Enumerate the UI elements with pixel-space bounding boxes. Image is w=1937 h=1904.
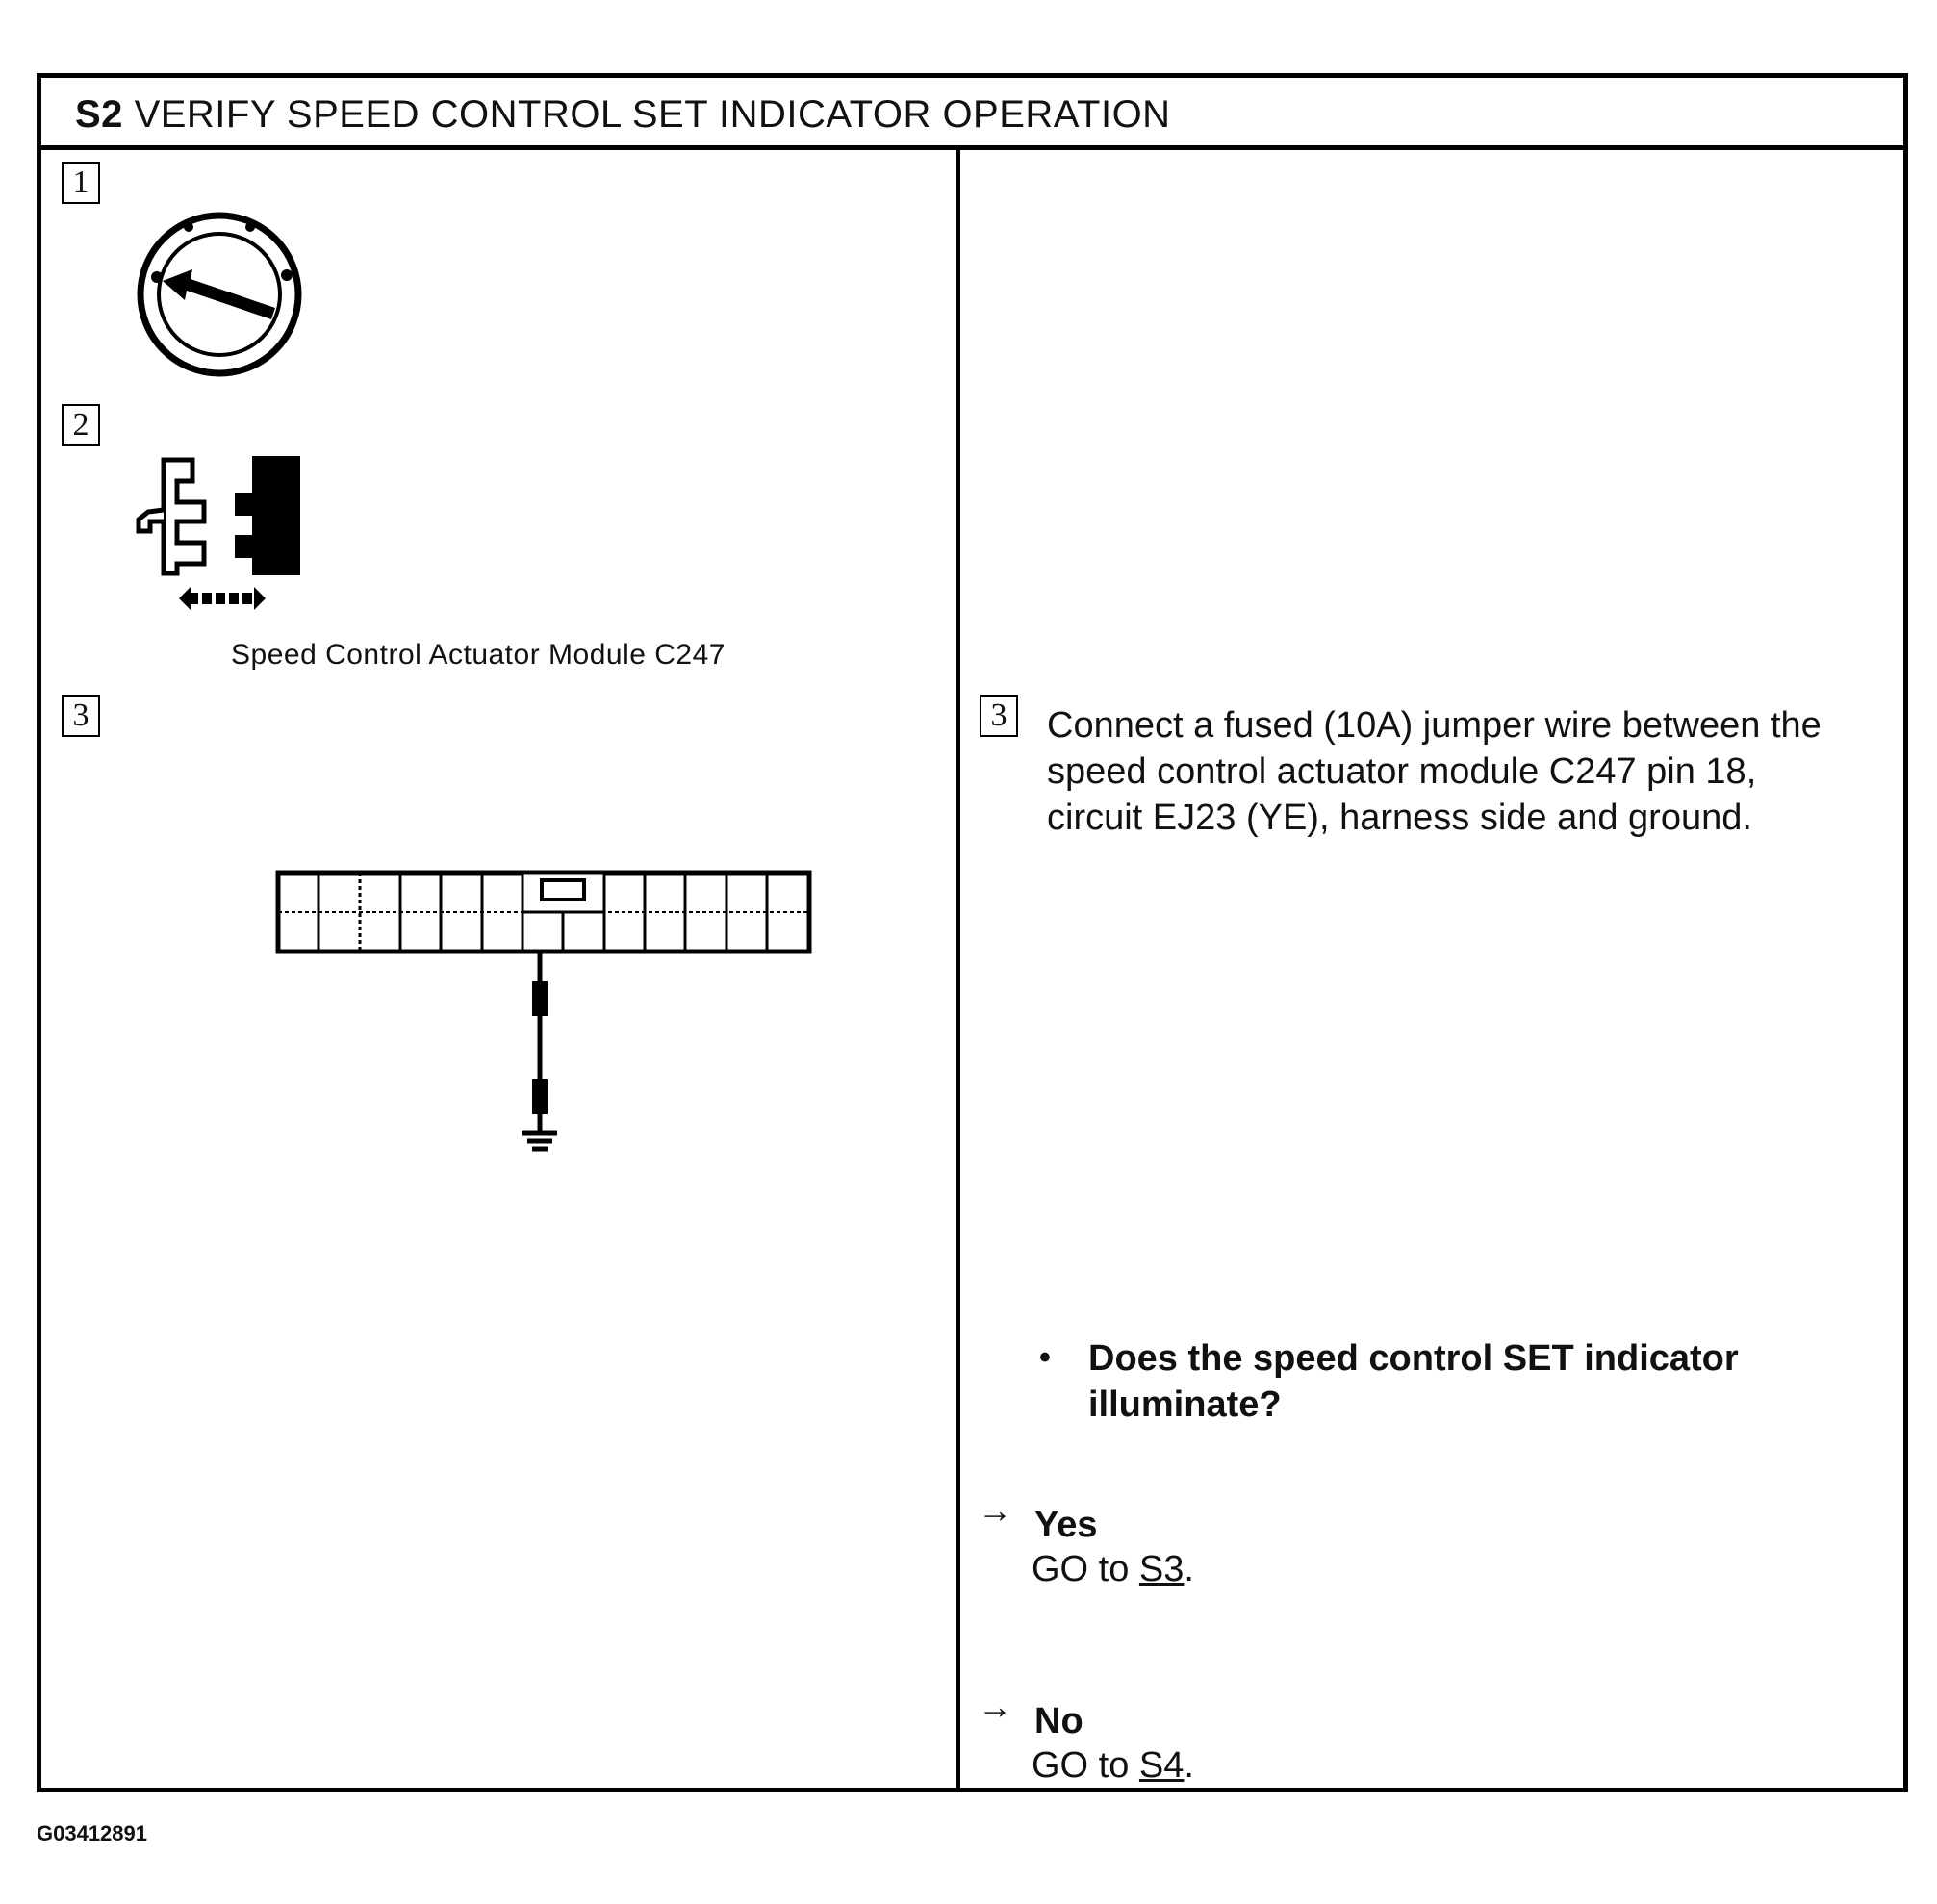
question-bullet: •	[1039, 1339, 1051, 1376]
step-3-badge-left: 3	[62, 695, 100, 737]
yes-arrow-icon: →	[978, 1490, 1012, 1530]
connector-pinout-icon	[269, 864, 818, 1170]
step-title	[75, 93, 1171, 137]
ground-icon	[522, 1133, 557, 1149]
no-arrow-icon: →	[978, 1687, 1012, 1726]
no-goto-suffix: .	[1184, 1745, 1194, 1786]
step-1-badge: 1	[62, 162, 100, 204]
step-header	[41, 78, 1903, 150]
jumper-wire-icon	[532, 952, 548, 1131]
step-heading: VERIFY SPEED CONTROL SET INDICATOR OPERATION	[134, 93, 1171, 136]
step-instruction: Connect a fused (10A) jumper wire between the speed control actuator module C247 pin 18, circuit EJ23 (YE), harness side and ground.	[1047, 705, 1822, 838]
step-number: S2	[75, 93, 123, 136]
graphic-code: G03412891	[37, 1821, 147, 1845]
no-goto-prefix: GO to	[1032, 1745, 1139, 1786]
yes-goto	[1032, 1549, 1194, 1590]
column-divider	[956, 150, 960, 1788]
yes-goto-prefix: GO to	[1032, 1549, 1139, 1589]
goto-s4-link[interactable]: S4	[1138, 1745, 1185, 1786]
yes-goto-suffix: .	[1184, 1549, 1194, 1589]
step-3-badge-right: 3	[980, 695, 1018, 737]
goto-s3-link[interactable]: S3	[1138, 1549, 1185, 1589]
no-goto	[1032, 1745, 1194, 1787]
ignition-switch-icon	[133, 210, 306, 379]
connector-disconnect-icon	[135, 452, 308, 622]
no-label: No	[1034, 1701, 1083, 1741]
verification-question: Does the speed control SET indicator illuminate?	[1088, 1338, 1739, 1425]
step-2-badge: 2	[62, 404, 100, 446]
module-caption: Speed Control Actuator Module C247	[231, 639, 726, 671]
yes-label: Yes	[1034, 1505, 1098, 1545]
